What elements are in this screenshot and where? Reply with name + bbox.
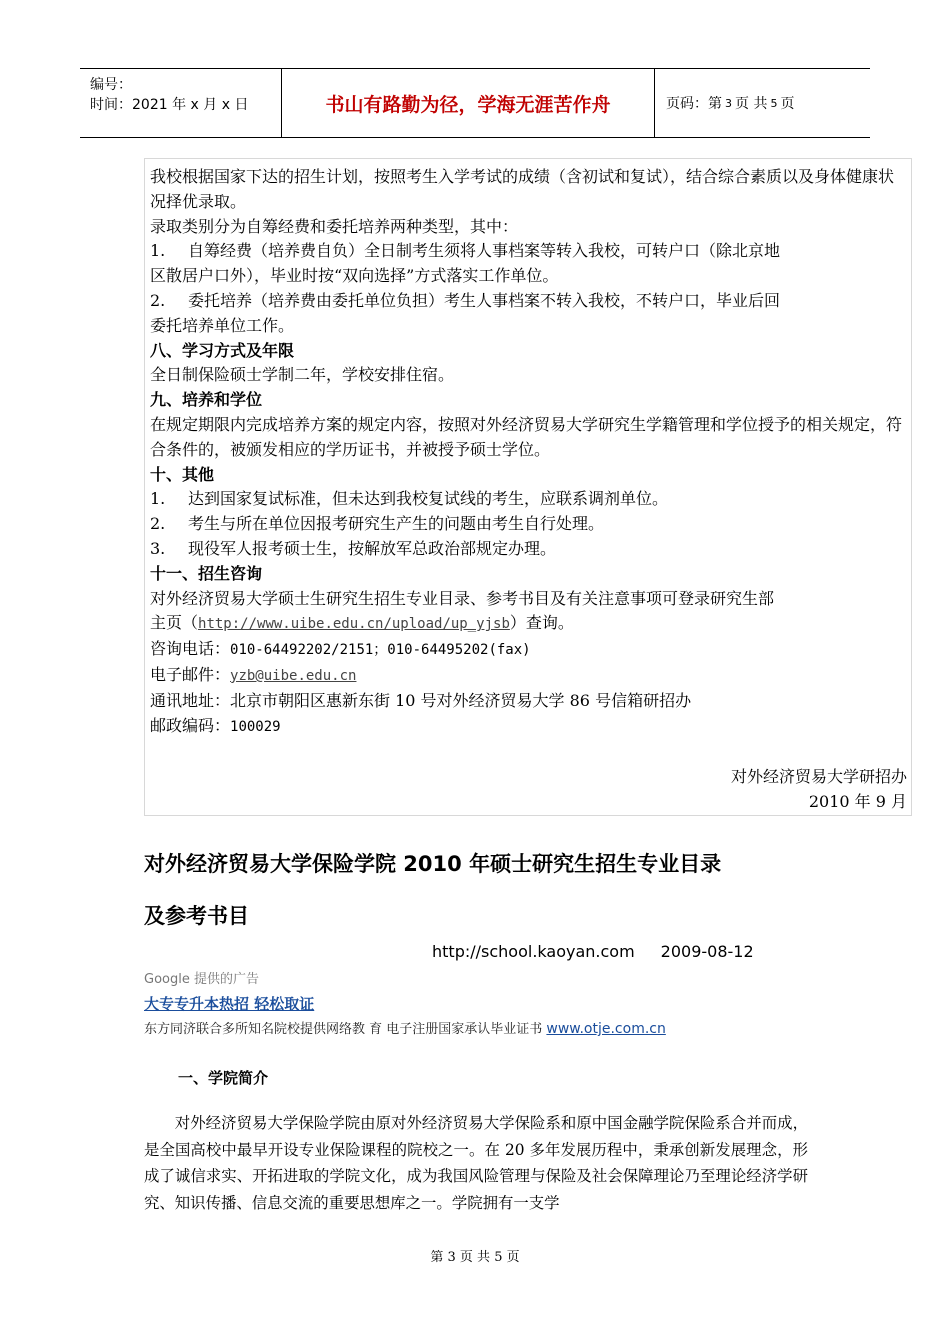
- paragraph: 我校根据国家下达的招生计划，按照考生入学考试的成绩（含初试和复试），结合综合素质以及身体健康状况择优录取。: [150, 167, 895, 211]
- email-link[interactable]: yzb@uibe.edu.cn: [230, 667, 357, 684]
- signature-block: [731, 765, 907, 815]
- page-total: 5: [770, 96, 778, 110]
- header-motto: 书山有路勤为径，学海无涯苦作舟: [325, 93, 611, 116]
- section-heading: 八、学习方式及年限: [150, 340, 295, 360]
- page-footer: 第 3 页 共 5 页: [430, 1250, 520, 1265]
- section-heading: 十一、招生咨询: [150, 563, 263, 583]
- list-item: 2. 委托培养（培养费由委托单位负担）考生人事档案不转入我校，不转户口，毕业后回: [150, 290, 781, 310]
- ad-url-link[interactable]: www.otje.com.cn: [546, 1021, 666, 1037]
- doc-time-label: 时间：2021 年 x 月 x 日: [90, 97, 249, 113]
- paragraph: 主页（http://www.uibe.edu.cn/upload/up_yjsb）查询。: [150, 613, 574, 633]
- list-item-continuation: 区散居户口外），毕业时按“双向选择”方式落实工作单位。: [150, 266, 559, 286]
- source-date: 2009-08-12: [660, 942, 754, 961]
- contact-email: 电子邮件：yzb@uibe.edu.cn: [150, 664, 357, 684]
- list-item: 2. 考生与所在单位因报考研究生产生的问题由考生自行处理。: [150, 514, 605, 534]
- graduate-homepage-link[interactable]: http://www.uibe.edu.cn/upload/up_yjsb: [198, 616, 510, 633]
- list-item-continuation: 委托培养单位工作。: [150, 315, 295, 335]
- paragraph: 在规定期限内完成培养方案的规定内容，按照对外经济贸易大学研究生学籍管理和学位授予的相关规定，符合条件的，被颁发相应的学历证书，并被授予硕士学位。: [150, 414, 903, 459]
- contact-zip: 邮政编码：100029: [150, 715, 281, 735]
- admissions-notice-box: [144, 158, 912, 816]
- article-title: 对外经济贸易大学保险学院 2010 年硕士研究生招生专业目录: [144, 852, 722, 876]
- section-heading: 一、学院简介: [178, 1069, 269, 1087]
- list-item: 1. 自筹经费（培养费自负）全日制考生须将人事档案等转入我校，可转户口（除北京地: [150, 241, 781, 261]
- article-title-continued: 及参考书目: [144, 904, 249, 928]
- article-source-line: [432, 942, 754, 961]
- page-current: 3: [725, 96, 732, 110]
- section-heading: 十、其他: [150, 464, 215, 484]
- page-end: 页: [780, 96, 795, 112]
- ad-description: 东方同济联合多所知名院校提供网络教 育 电子注册国家承认毕业证书 www.otje.com.cn: [144, 1021, 666, 1037]
- contact-address: 通讯地址：北京市朝阳区惠新东街 10 号对外经济贸易大学 86 号信箱研招办: [150, 690, 692, 710]
- list-item: 3. 现役军人报考硕士生，按解放军总政治部规定办理。: [150, 538, 557, 558]
- page-mid: 页 共: [735, 96, 768, 112]
- ads-label[interactable]: Google 提供的广告: [144, 972, 259, 987]
- doc-number-label: 编号：: [90, 77, 132, 93]
- list-item: 1. 达到国家复试标准，但未达到我校复试线的考生，应联系调剂单位。: [150, 489, 669, 509]
- signature-date: 2010 年 9 月: [808, 791, 907, 811]
- paragraph: 全日制保险硕士学制二年，学校安排住宿。: [150, 365, 455, 385]
- paragraph: 录取类别分为自筹经费和委托培养两种类型，其中：: [150, 216, 519, 236]
- ad-title-link[interactable]: 大专专升本热招 轻松取证: [144, 995, 315, 1013]
- contact-phone: 咨询电话：010-64492202/2151；010-64495202(fax): [150, 639, 531, 659]
- section-heading: 九、培养和学位: [150, 390, 263, 410]
- paragraph: 对外经济贸易大学硕士生研究生招生专业目录、参考书目及有关注意事项可登录研究生部: [150, 588, 775, 608]
- source-url: http://school.kaoyan.com: [432, 942, 635, 961]
- page-label: 页码：第: [666, 96, 722, 112]
- signature-org: 对外经济贸易大学研招办: [730, 767, 907, 786]
- intro-paragraph: 对外经济贸易大学保险学院由原对外经济贸易大学保险系和原中国金融学院保险系合并而成，是全国高校中最早开设专业保险课程的院校之一。在 20 多年发展历程中，秉承创新发展理念，形成了诚信求实、开拓进取的学院文化，成为我国风险管理与保险及社会保障理论乃至理论经济学研究、知识传播、信息交流的重要思想库之一。学院拥有一支学: [144, 1114, 808, 1212]
- header-divider: [654, 69, 655, 137]
- header-page-number: [666, 69, 794, 137]
- document-header: [80, 68, 870, 138]
- header-meta: [90, 75, 248, 115]
